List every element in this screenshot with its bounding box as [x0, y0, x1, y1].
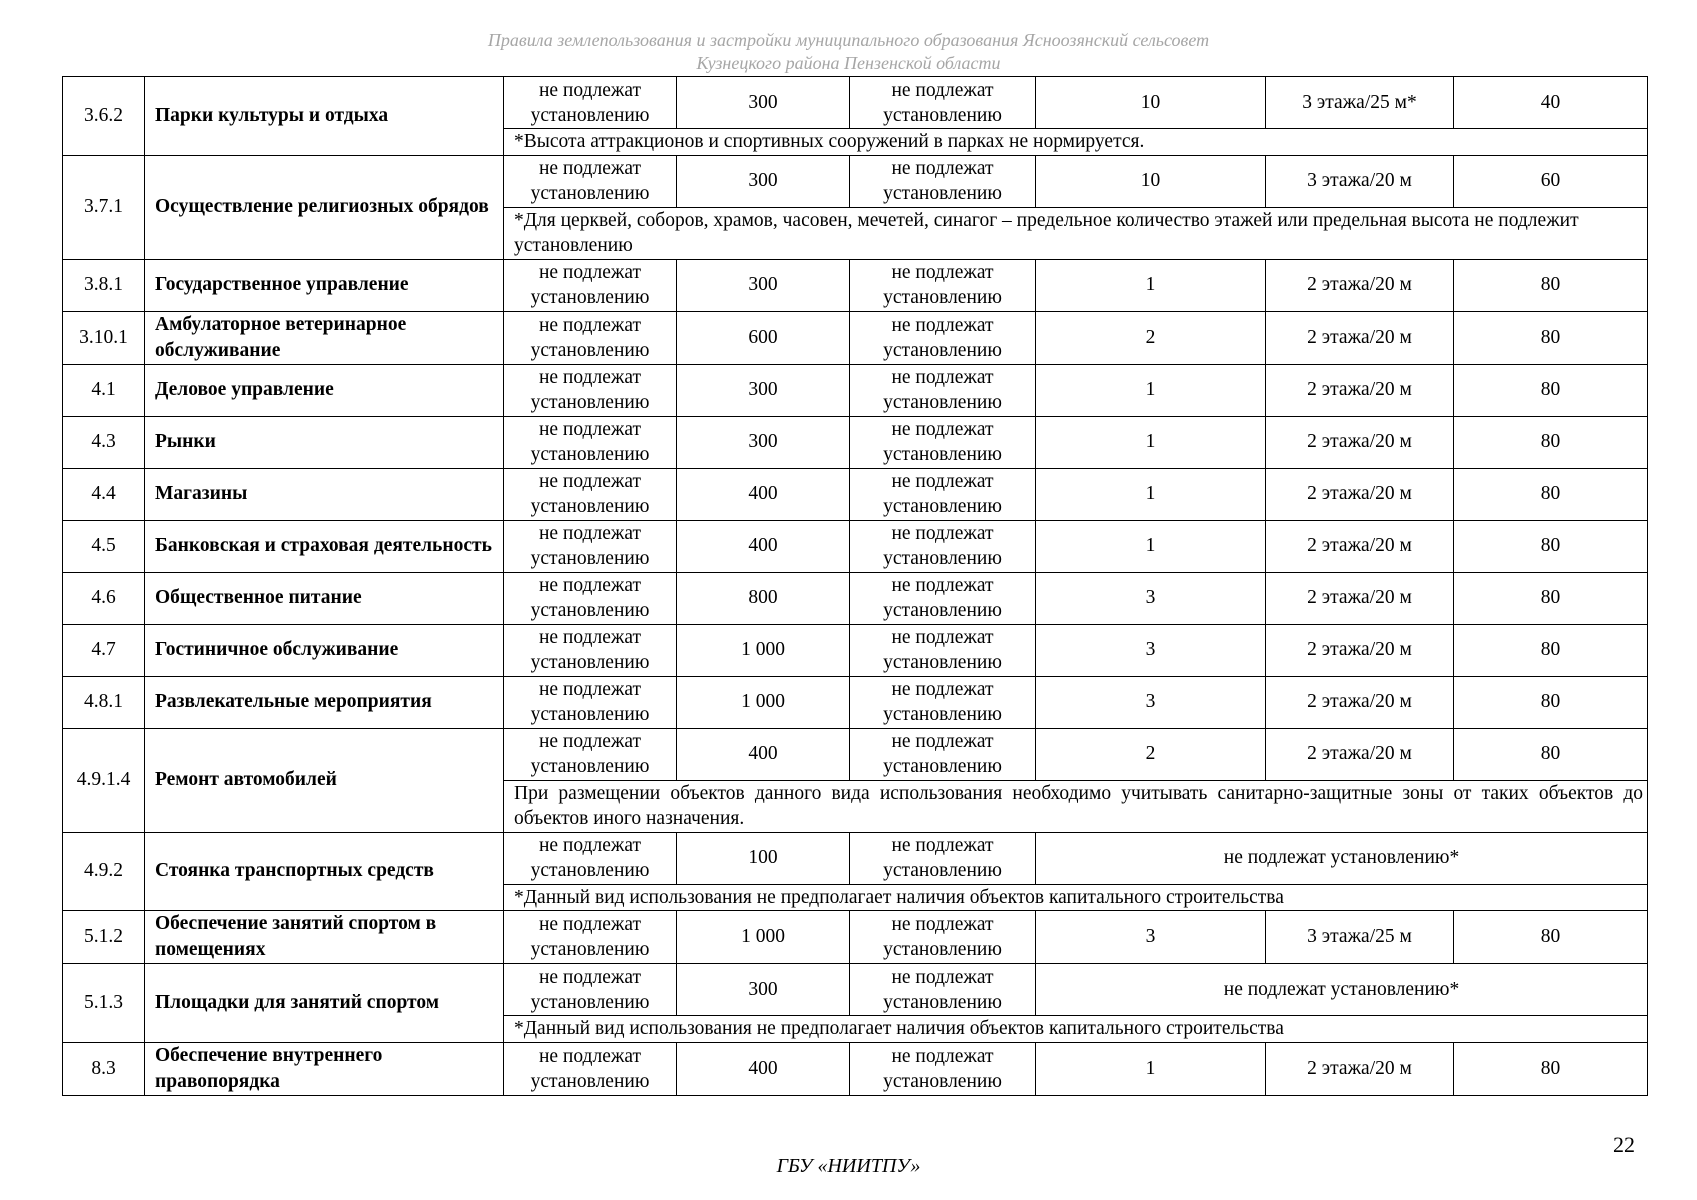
max-area-cell: 300 — [677, 259, 850, 311]
use-name-cell: Развлекательные мероприятия — [145, 676, 504, 728]
value-cell-4: 1 — [1036, 520, 1266, 572]
use-code-cell: 4.9.1.4 — [63, 728, 145, 832]
coverage-percent-cell: 80 — [1454, 911, 1648, 964]
running-header — [0, 29, 1697, 75]
table-row — [63, 1042, 1648, 1095]
floors-height-cell: 2 этажа/20 м — [1266, 364, 1454, 416]
min-area-cell: не подлежат установлению — [504, 311, 677, 364]
use-name-cell: Общественное питание — [145, 572, 504, 624]
min-area-cell: не подлежат установлению — [504, 259, 677, 311]
use-name-cell: Государственное управление — [145, 259, 504, 311]
min-area-cell: не подлежат установлению — [504, 468, 677, 520]
min-area-cell: не подлежат установлению — [504, 1042, 677, 1095]
setback-cell: не подлежат установлению — [850, 416, 1036, 468]
max-area-cell: 400 — [677, 1042, 850, 1095]
table-body — [63, 77, 1648, 1096]
land-use-regulations-table — [62, 76, 1648, 1096]
merged-value-cell: не подлежат установлению* — [1036, 964, 1648, 1016]
floors-height-cell: 3 этажа/20 м — [1266, 155, 1454, 207]
table-row — [63, 624, 1648, 676]
use-code-cell: 8.3 — [63, 1042, 145, 1095]
table-row — [63, 964, 1648, 1016]
table-row — [63, 468, 1648, 520]
use-name-cell: Рынки — [145, 416, 504, 468]
value-cell-4: 2 — [1036, 311, 1266, 364]
setback-cell: не подлежат установлению — [850, 364, 1036, 416]
setback-cell: не подлежат установлению — [850, 572, 1036, 624]
use-name-cell: Обеспечение занятий спортом в помещениях — [145, 911, 504, 964]
coverage-percent-cell: 80 — [1454, 311, 1648, 364]
table-row — [63, 311, 1648, 364]
floors-height-cell: 2 этажа/20 м — [1266, 311, 1454, 364]
coverage-percent-cell: 80 — [1454, 624, 1648, 676]
use-name-cell: Парки культуры и отдыха — [145, 77, 504, 156]
max-area-cell: 400 — [677, 728, 850, 780]
max-area-cell: 100 — [677, 832, 850, 884]
floors-height-cell: 3 этажа/25 м — [1266, 911, 1454, 964]
table-row — [63, 520, 1648, 572]
max-area-cell: 300 — [677, 964, 850, 1016]
table-row — [63, 832, 1648, 884]
value-cell-4: 3 — [1036, 911, 1266, 964]
note-cell: *Для церквей, соборов, храмов, часовен, мечетей, синагог – предельное количество этажей или предельная высота не подлежит установлению — [504, 207, 1648, 259]
use-name-cell: Банковская и страховая деятельность — [145, 520, 504, 572]
setback-cell: не подлежат установлению — [850, 728, 1036, 780]
table-row — [63, 364, 1648, 416]
min-area-cell: не подлежат установлению — [504, 77, 677, 129]
use-name-cell: Деловое управление — [145, 364, 504, 416]
min-area-cell: не подлежат установлению — [504, 911, 677, 964]
use-name-cell: Стоянка транспортных средств — [145, 832, 504, 911]
use-code-cell: 4.7 — [63, 624, 145, 676]
setback-cell: не подлежат установлению — [850, 468, 1036, 520]
table-row — [63, 676, 1648, 728]
note-cell: *Высота аттракционов и спортивных сооружений в парках не нормируется. — [504, 129, 1648, 156]
use-code-cell: 4.4 — [63, 468, 145, 520]
setback-cell: не подлежат установлению — [850, 676, 1036, 728]
floors-height-cell: 3 этажа/25 м* — [1266, 77, 1454, 129]
use-code-cell: 3.7.1 — [63, 155, 145, 259]
value-cell-4: 3 — [1036, 676, 1266, 728]
min-area-cell: не подлежат установлению — [504, 624, 677, 676]
coverage-percent-cell: 60 — [1454, 155, 1648, 207]
use-code-cell: 3.6.2 — [63, 77, 145, 156]
max-area-cell: 1 000 — [677, 624, 850, 676]
max-area-cell: 800 — [677, 572, 850, 624]
use-code-cell: 4.3 — [63, 416, 145, 468]
min-area-cell: не подлежат установлению — [504, 832, 677, 884]
min-area-cell: не подлежат установлению — [504, 572, 677, 624]
use-code-cell: 3.10.1 — [63, 311, 145, 364]
running-header-line-2: Кузнецкого района Пензенской области — [696, 53, 1001, 73]
use-code-cell: 5.1.2 — [63, 911, 145, 964]
use-name-cell: Ремонт автомобилей — [145, 728, 504, 832]
setback-cell: не подлежат установлению — [850, 77, 1036, 129]
use-name-cell: Амбулаторное ветеринарное обслуживание — [145, 311, 504, 364]
use-code-cell: 5.1.3 — [63, 964, 145, 1043]
table-row — [63, 416, 1648, 468]
value-cell-4: 2 — [1036, 728, 1266, 780]
floors-height-cell: 2 этажа/20 м — [1266, 468, 1454, 520]
setback-cell: не подлежат установлению — [850, 624, 1036, 676]
note-cell: При размещении объектов данного вида использования необходимо учитывать санитарно-защитные зоны от таких объектов до объектов иного назначения. — [504, 780, 1648, 832]
floors-height-cell: 2 этажа/20 м — [1266, 416, 1454, 468]
value-cell-4: 1 — [1036, 1042, 1266, 1095]
floors-height-cell: 2 этажа/20 м — [1266, 676, 1454, 728]
use-code-cell: 4.9.2 — [63, 832, 145, 911]
coverage-percent-cell: 80 — [1454, 468, 1648, 520]
floors-height-cell: 2 этажа/20 м — [1266, 572, 1454, 624]
coverage-percent-cell: 40 — [1454, 77, 1648, 129]
use-name-cell: Магазины — [145, 468, 504, 520]
use-code-cell: 4.5 — [63, 520, 145, 572]
setback-cell: не подлежат установлению — [850, 259, 1036, 311]
use-code-cell: 3.8.1 — [63, 259, 145, 311]
floors-height-cell: 2 этажа/20 м — [1266, 1042, 1454, 1095]
min-area-cell: не подлежат установлению — [504, 520, 677, 572]
use-code-cell: 4.6 — [63, 572, 145, 624]
table-row — [63, 77, 1648, 129]
note-cell: *Данный вид использования не предполагает наличия объектов капитального строительства — [504, 884, 1648, 911]
merged-value-cell: не подлежат установлению* — [1036, 832, 1648, 884]
value-cell-4: 1 — [1036, 468, 1266, 520]
coverage-percent-cell: 80 — [1454, 572, 1648, 624]
max-area-cell: 1 000 — [677, 911, 850, 964]
max-area-cell: 300 — [677, 364, 850, 416]
min-area-cell: не подлежат установлению — [504, 964, 677, 1016]
value-cell-4: 1 — [1036, 259, 1266, 311]
coverage-percent-cell: 80 — [1454, 676, 1648, 728]
use-name-cell: Обеспечение внутреннего правопорядка — [145, 1042, 504, 1095]
min-area-cell: не подлежат установлению — [504, 364, 677, 416]
setback-cell: не подлежат установлению — [850, 155, 1036, 207]
floors-height-cell: 2 этажа/20 м — [1266, 728, 1454, 780]
coverage-percent-cell: 80 — [1454, 1042, 1648, 1095]
value-cell-4: 3 — [1036, 624, 1266, 676]
value-cell-4: 10 — [1036, 77, 1266, 129]
value-cell-4: 10 — [1036, 155, 1266, 207]
min-area-cell: не подлежат установлению — [504, 155, 677, 207]
value-cell-4: 1 — [1036, 364, 1266, 416]
setback-cell: не подлежат установлению — [850, 964, 1036, 1016]
min-area-cell: не подлежат установлению — [504, 676, 677, 728]
floors-height-cell: 2 этажа/20 м — [1266, 259, 1454, 311]
note-cell: *Данный вид использования не предполагает наличия объектов капитального строительства — [504, 1016, 1648, 1043]
use-name-cell: Осуществление религиозных обрядов — [145, 155, 504, 259]
min-area-cell: не подлежат установлению — [504, 416, 677, 468]
max-area-cell: 300 — [677, 416, 850, 468]
max-area-cell: 400 — [677, 520, 850, 572]
use-code-cell: 4.1 — [63, 364, 145, 416]
floors-height-cell: 2 этажа/20 м — [1266, 624, 1454, 676]
setback-cell: не подлежат установлению — [850, 911, 1036, 964]
table-row — [63, 911, 1648, 964]
page-footer: ГБУ «НИИТПУ» — [776, 1155, 921, 1177]
max-area-cell: 1 000 — [677, 676, 850, 728]
table-row — [63, 572, 1648, 624]
use-name-cell: Площадки для занятий спортом — [145, 964, 504, 1043]
use-name-cell: Гостиничное обслуживание — [145, 624, 504, 676]
setback-cell: не подлежат установлению — [850, 1042, 1036, 1095]
setback-cell: не подлежат установлению — [850, 311, 1036, 364]
value-cell-4: 3 — [1036, 572, 1266, 624]
coverage-percent-cell: 80 — [1454, 416, 1648, 468]
table-row — [63, 155, 1648, 207]
coverage-percent-cell: 80 — [1454, 728, 1648, 780]
max-area-cell: 600 — [677, 311, 850, 364]
setback-cell: не подлежат установлению — [850, 520, 1036, 572]
coverage-percent-cell: 80 — [1454, 259, 1648, 311]
min-area-cell: не подлежат установлению — [504, 728, 677, 780]
table-row — [63, 728, 1648, 780]
coverage-percent-cell: 80 — [1454, 364, 1648, 416]
max-area-cell: 300 — [677, 155, 850, 207]
running-header-line-1: Правила землепользования и застройки муниципального образования Ясноозянский сельсовет — [487, 30, 1210, 50]
value-cell-4: 1 — [1036, 416, 1266, 468]
table-row — [63, 259, 1648, 311]
max-area-cell: 400 — [677, 468, 850, 520]
max-area-cell: 300 — [677, 77, 850, 129]
floors-height-cell: 2 этажа/20 м — [1266, 520, 1454, 572]
use-code-cell: 4.8.1 — [63, 676, 145, 728]
coverage-percent-cell: 80 — [1454, 520, 1648, 572]
setback-cell: не подлежат установлению — [850, 832, 1036, 884]
page-number: 22 — [1613, 1132, 1635, 1157]
